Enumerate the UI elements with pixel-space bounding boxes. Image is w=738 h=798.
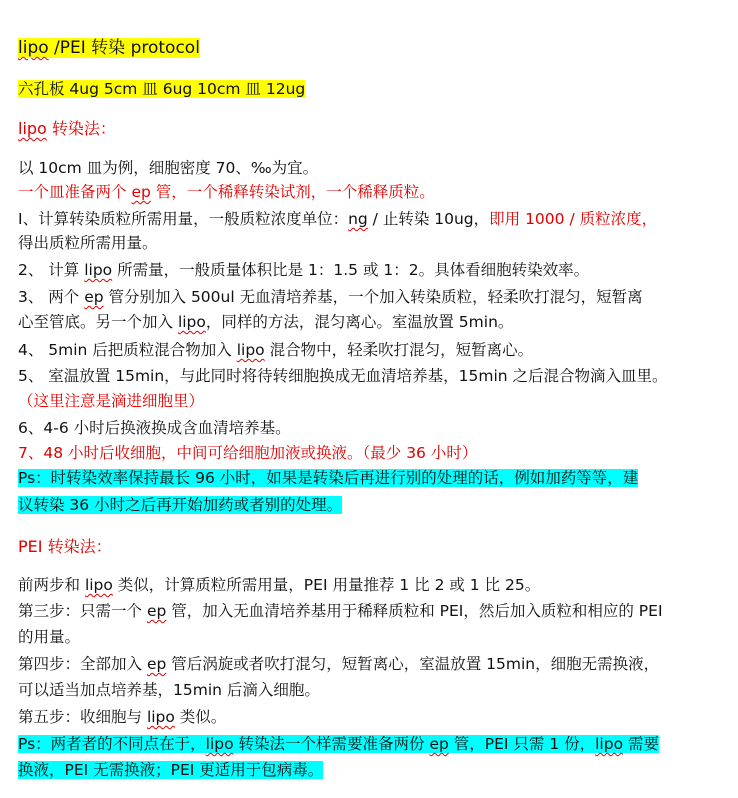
prep-text-b: 管，一个稀释转染试剂，一个稀释质粒。 <box>150 183 435 201</box>
step3-text-a: 3、 两个 <box>18 288 85 306</box>
pei5-text-b: 类似。 <box>174 708 227 726</box>
step4-lipo: lipo <box>236 341 265 359</box>
pei5-lipo: lipo <box>146 708 175 726</box>
lipo-step-3-cont <box>18 310 513 334</box>
title-lipo-word: lipo <box>18 38 49 58</box>
pei1-text-a: 前两步和 <box>18 576 85 594</box>
pei1-lipo: lipo <box>84 576 113 594</box>
pei-ps-line-1 <box>18 732 659 756</box>
pei-ps-c: 管，PEI 只需 1 份， <box>448 735 596 753</box>
pei1-text-b: 类似，计算质粒所需用量，PEI 用量推荐 1 比 2 或 1 比 25。 <box>112 576 541 594</box>
prep-text-a: 一个皿准备两个 <box>18 183 132 201</box>
dosage-line <box>18 77 305 101</box>
dosage-text: 六孔板 4ug 5cm 皿 6ug 10cm 皿 12ug <box>18 80 306 98</box>
pei-step-5 <box>18 705 226 729</box>
lipo-ps-text-2: 议转染 36 小时之后再开始加药或者别的处理。 <box>18 496 343 514</box>
prep-ep: ep <box>131 183 151 201</box>
step4-text-b: 混合物中，轻柔吹打混匀，短暂离心。 <box>264 341 534 359</box>
step3-text-d: ，同样的方法，混匀离心。室温放置 5min。 <box>205 313 514 331</box>
lipo-ps-text-1: Ps：时转染效率保持最长 96 小时，如果是转染后再进行别的处理的话，例如加药等等，建 <box>18 469 639 487</box>
pei-step-4 <box>18 652 659 676</box>
pei-step-1-2 <box>18 573 540 597</box>
step2-text-a: 2、 计算 <box>18 261 85 279</box>
pei-ps-d: 需要 <box>623 735 659 753</box>
pei5-text-a: 第五步：收细胞与 <box>18 708 147 726</box>
lipo-step-3 <box>18 285 643 309</box>
step2-text-b: 所需量，一般质量体积比是 1：1.5 或 1：2。具体看细胞转染效率。 <box>112 261 590 279</box>
step3-ep: ep <box>84 288 104 306</box>
lipo-ps-line-2 <box>18 493 342 517</box>
pei-ps-text-2: 换液，PEI 无需换液；PEI 更适用于包病毒。 <box>18 761 324 779</box>
pei4-text-a: 第四步：全部加入 <box>18 655 147 673</box>
pei-ps-line-2 <box>18 758 323 782</box>
step3-text-c: 心至管底。另一个加入 <box>18 313 178 331</box>
step3-text-b: 管分别加入 500ul 无血清培养基，一个加入转染质粒，轻柔吹打混匀，短暂离 <box>103 288 643 306</box>
lipo-heading-rest: 转染法： <box>46 119 116 138</box>
lipo-step-1 <box>18 207 657 231</box>
lipo-step-7: 7、48 小时后收细胞，中间可给细胞加液或换液。（最少 36 小时） <box>18 444 478 462</box>
lipo-step-5: 5、 室温放置 15min，与此同时将待转细胞换成无血清培养基，15min 之后混合物滴入皿里。 <box>18 367 668 385</box>
step1-text-b: / 止转染 10ug， <box>367 210 490 228</box>
pei3-ep: ep <box>146 602 167 620</box>
title-rest: /PEI 转染 protocol <box>48 38 200 58</box>
lipo-section-heading <box>18 117 116 141</box>
pei-ps-b: 转染法一个样需要准备两份 <box>233 735 430 753</box>
lipo-heading-word: lipo <box>18 119 47 138</box>
lipo-intro: 以 10cm 皿为例，细胞密度 70、‰为宜。 <box>18 159 319 177</box>
lipo-prep-note <box>18 180 435 204</box>
pei-step-4-cont: 可以适当加点培养基，15min 后滴入细胞。 <box>18 681 320 699</box>
document-title <box>18 36 200 60</box>
lipo-step-4 <box>18 338 533 362</box>
pei3-text-b: 管，加入无血清培养基用于稀释质粒和 PEI，然后加入质粒和相应的 PEI <box>166 602 663 620</box>
pei-ps-text-1 <box>18 735 659 753</box>
pei-section-heading: PEI 转染法： <box>18 537 112 556</box>
pei-ps-ep: ep <box>429 735 449 753</box>
pei4-text-b: 管后涡旋或者吹打混匀，短暂离心，室温放置 15min，细胞无需换液， <box>166 655 660 673</box>
step1-text-a: I、计算转染质粒所需用量，一般质粒浓度单位： <box>18 210 349 228</box>
lipo-step-2 <box>18 258 589 282</box>
step3-lipo: lipo <box>177 313 206 331</box>
lipo-step-6: 6、4-6 小时后换液换成含血清培养基。 <box>18 419 291 437</box>
step4-text-a: 4、 5min 后把质粒混合物加入 <box>18 341 237 359</box>
step2-lipo: lipo <box>84 261 113 279</box>
pei-ps-lipo-1: lipo <box>205 735 234 753</box>
lipo-step-1-cont: 得出质粒所需用量。 <box>18 234 158 252</box>
pei4-ep: ep <box>146 655 167 673</box>
pei-step-3-cont: 的用量。 <box>18 628 81 646</box>
lipo-ps-line-1 <box>18 466 638 490</box>
pei-ps-a: Ps：两者者的不同点在于， <box>18 735 206 753</box>
pei-ps-lipo-2: lipo <box>595 735 624 753</box>
pei3-text-a: 第三步：只需一个 <box>18 602 147 620</box>
lipo-step-5-note: （这里注意是滴进细胞里） <box>18 392 205 410</box>
step1-ng: ng <box>348 210 368 228</box>
step1-red-text: 即用 1000 / 质粒浓度， <box>489 210 658 228</box>
pei-step-3 <box>18 599 663 623</box>
